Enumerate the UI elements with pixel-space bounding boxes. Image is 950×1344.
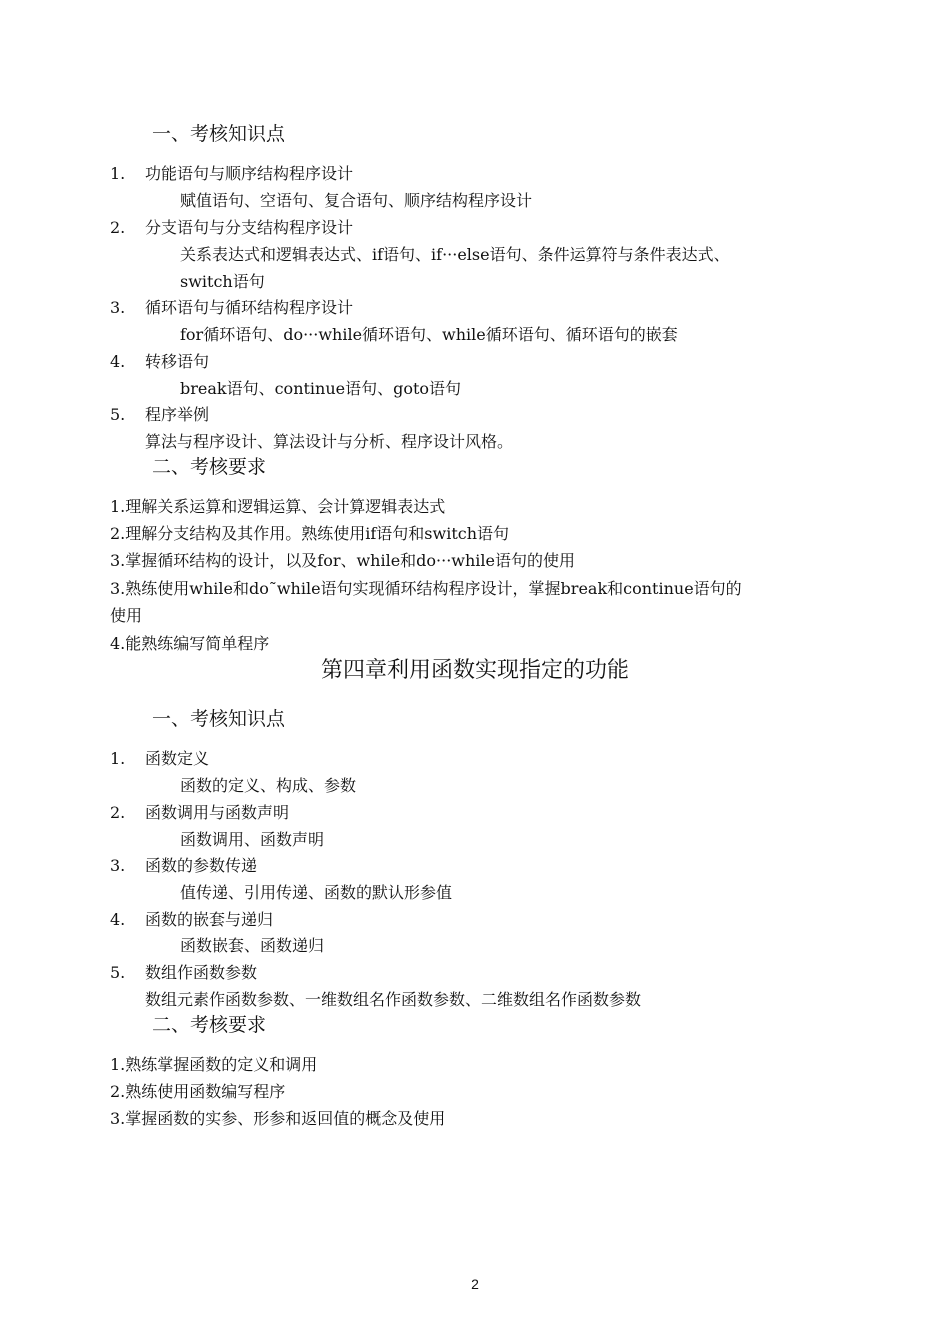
list-item-title: 循环语句与循环结构程序设计 bbox=[145, 298, 354, 317]
requirement-item: 3.掌握循环结构的设计，以及for、while和do···while语句的使用 bbox=[110, 551, 576, 570]
list-item-number: 3. bbox=[110, 856, 126, 875]
list-item-number: 5. bbox=[110, 405, 126, 424]
list-item-title: 功能语句与顺序结构程序设计 bbox=[145, 164, 354, 183]
list-item-number: 4. bbox=[110, 352, 126, 371]
list-item-number: 1. bbox=[110, 164, 126, 183]
list-item-number: 1. bbox=[110, 749, 126, 768]
list-item-number: 5. bbox=[110, 963, 126, 982]
list-item-title: 分支语句与分支结构程序设计 bbox=[145, 218, 354, 237]
list-item-detail: 关系表达式和逻辑表达式、if语句、if···else语句、条件运算符与条件表达式、 bbox=[180, 245, 730, 264]
page-number: 2 bbox=[471, 1276, 479, 1292]
requirement-item: 2.熟练使用函数编写程序 bbox=[110, 1082, 286, 1101]
list-item-detail: 算法与程序设计、算法设计与分析、程序设计风格。 bbox=[145, 432, 514, 451]
knowledge-heading: 一、考核知识点 bbox=[152, 123, 286, 145]
list-item-detail: 函数嵌套、函数递归 bbox=[180, 936, 325, 955]
requirement-item: 3.熟练使用while和do˜while语句实现循环结构程序设计，掌握break和continue语句的 bbox=[110, 579, 742, 598]
list-item-detail: 数组元素作函数参数、一维数组名作函数参数、二维数组名作函数参数 bbox=[145, 990, 642, 1009]
requirements-heading: 二、考核要求 bbox=[152, 456, 267, 478]
list-item-title: 数组作函数参数 bbox=[145, 963, 258, 982]
list-item-number: 2. bbox=[110, 803, 126, 822]
list-item-detail: 赋值语句、空语句、复合语句、顺序结构程序设计 bbox=[180, 191, 533, 210]
list-item-detail: 值传递、引用传递、函数的默认形参值 bbox=[180, 883, 453, 902]
chapter-title: 第四章利用函数实现指定的功能 bbox=[320, 658, 629, 683]
list-item-title: 程序举例 bbox=[145, 405, 210, 424]
list-item-title: 函数定义 bbox=[145, 749, 210, 768]
list-item-detail: for循环语句、do···while循环语句、while循环语句、循环语句的嵌套 bbox=[180, 325, 678, 344]
requirement-item-continued: 使用 bbox=[110, 606, 143, 625]
requirements-heading: 二、考核要求 bbox=[152, 1014, 267, 1036]
list-item-title: 转移语句 bbox=[145, 352, 210, 371]
list-item-title: 函数调用与函数声明 bbox=[145, 803, 290, 822]
requirement-item: 4.能熟练编写简单程序 bbox=[110, 634, 270, 653]
knowledge-heading: 一、考核知识点 bbox=[152, 708, 286, 730]
list-item-title: 函数的嵌套与递归 bbox=[145, 910, 274, 929]
list-item-title: 函数的参数传递 bbox=[145, 856, 258, 875]
requirement-item: 1.熟练掌握函数的定义和调用 bbox=[110, 1055, 318, 1074]
list-item-detail-continued: switch语句 bbox=[180, 272, 265, 291]
list-item-number: 4. bbox=[110, 910, 126, 929]
requirement-item: 3.掌握函数的实参、形参和返回值的概念及使用 bbox=[110, 1109, 446, 1128]
requirement-item: 1.理解关系运算和逻辑运算、会计算逻辑表达式 bbox=[110, 497, 446, 516]
requirement-item: 2.理解分支结构及其作用。熟练使用if语句和switch语句 bbox=[110, 524, 510, 543]
list-item-number: 2. bbox=[110, 218, 126, 237]
list-item-detail: break语句、continue语句、goto语句 bbox=[180, 379, 462, 398]
list-item-detail: 函数的定义、构成、参数 bbox=[180, 776, 357, 795]
list-item-number: 3. bbox=[110, 298, 126, 317]
list-item-detail: 函数调用、函数声明 bbox=[180, 830, 325, 849]
